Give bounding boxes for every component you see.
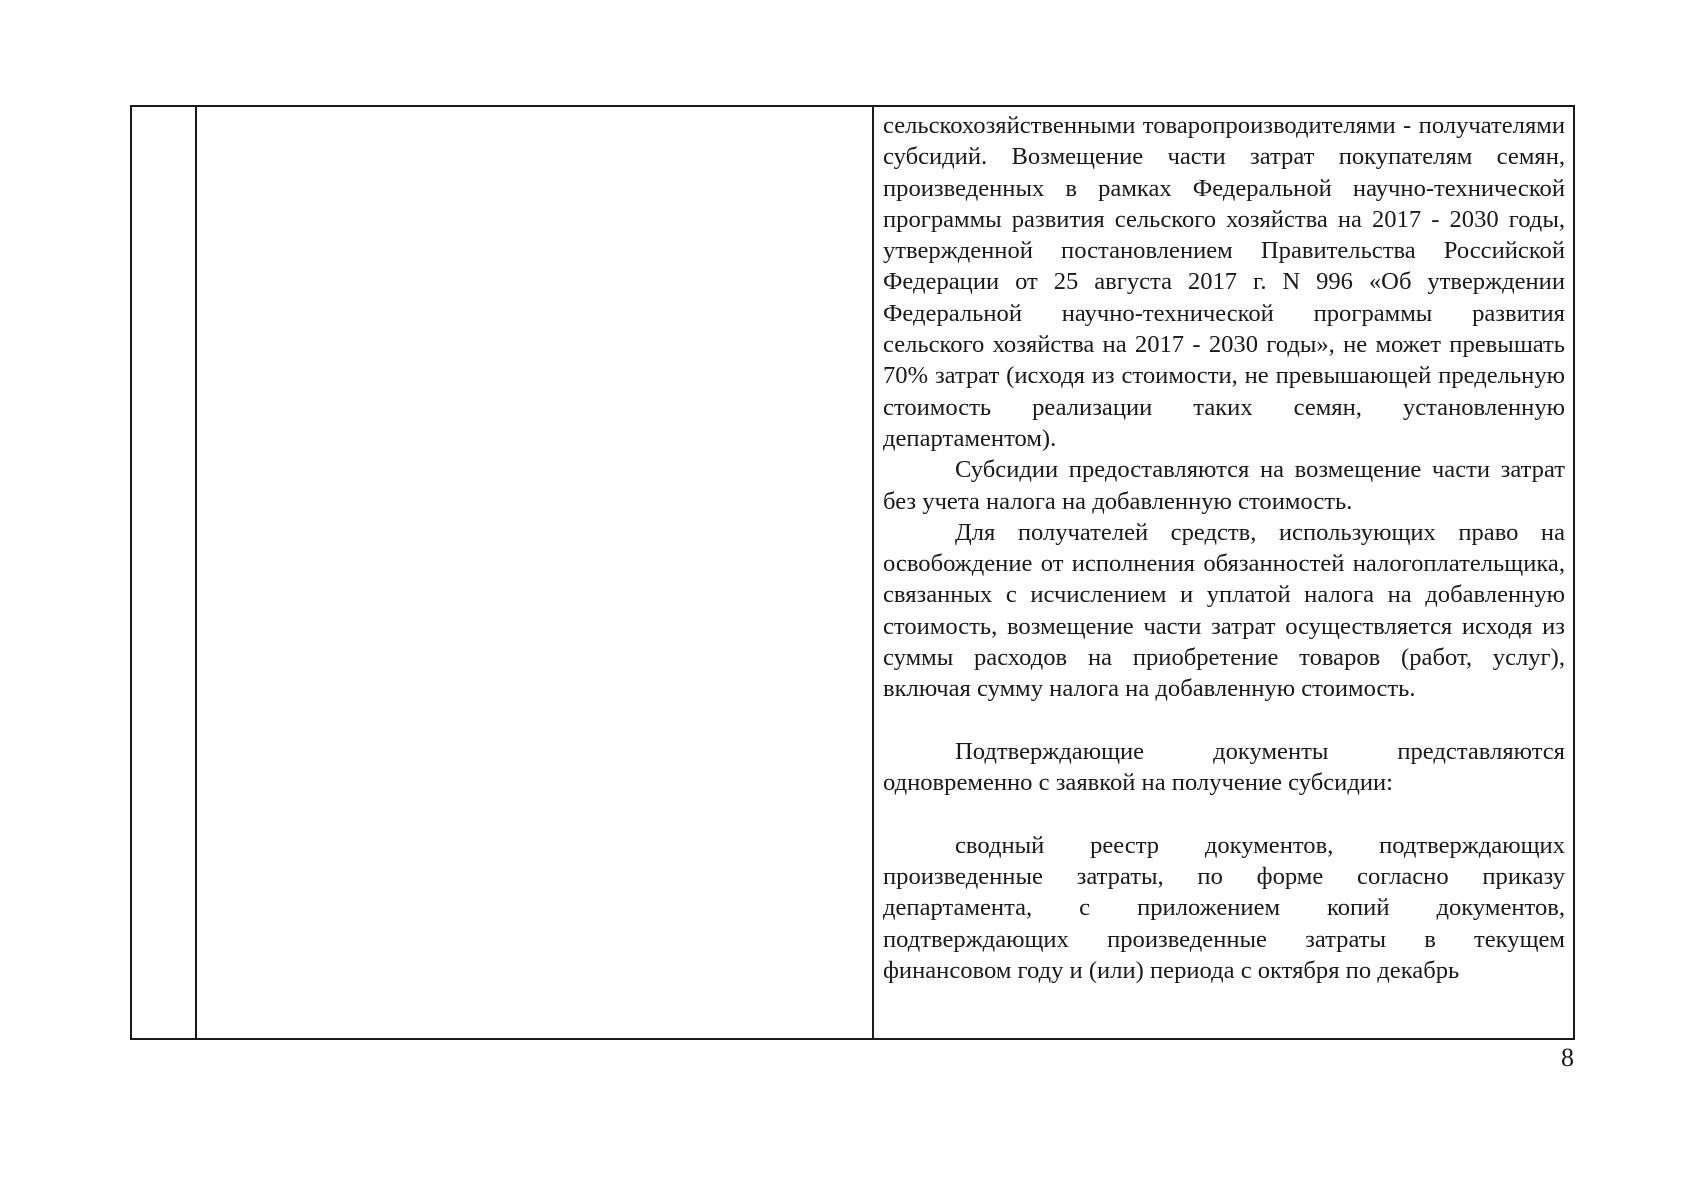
paragraph-continuation: сельскохозяйственными товаропроизводителями - получателями субсидий. Возмещение части затрат покупателям семян, произведенных в рамках Федеральной научно-технической программы развития сельского хозяйства на 2017 - 2030 годы, утвержденной постановлением Правительства Российской Федерации от 25 августа 2017 г. N 996 «Об утверждении Федеральной научно-технической программы развития сельского хозяйства на 2017 - 2030 годы», не может превышать 70% затрат (исходя из стоимости, не превышающей предельную стоимость реализации таких семян, установленную департаментом). xyxy=(883,112,1565,452)
paragraph-summary-register: сводный реестр документов, подтверждающих произведенные затраты, по форме согласно приказу департамента, с приложением копий документов, подтверждающих произведенные затраты в текущем финансовом году и (или) периода с октября по декабрь xyxy=(883,831,1565,985)
row-number-cell xyxy=(132,107,197,1038)
document-table xyxy=(130,105,1575,1040)
row-name-cell xyxy=(197,107,874,1038)
row-text-cell xyxy=(874,107,1573,1038)
paragraph-supporting-docs: Подтверждающие документы представляются одновременно с заявкой на получение субсидии: xyxy=(883,737,1565,797)
paragraph-vat-exempt: Для получателей средств, использующих право на освобождение от исполнения обязанностей налогоплательщика, связанных с исчислением и уплатой налога на добавленную стоимость, возмещение части затрат осуществляется исходя из суммы расходов на приобретение товаров (работ, услуг), включая сумму налога на добавленную стоимость. xyxy=(883,518,1565,703)
paragraph-vat-exclusion: Субсидии предоставляются на возмещение части затрат без учета налога на добавленную стоимость. xyxy=(883,456,1565,515)
page-number: 8 xyxy=(1561,1043,1574,1072)
